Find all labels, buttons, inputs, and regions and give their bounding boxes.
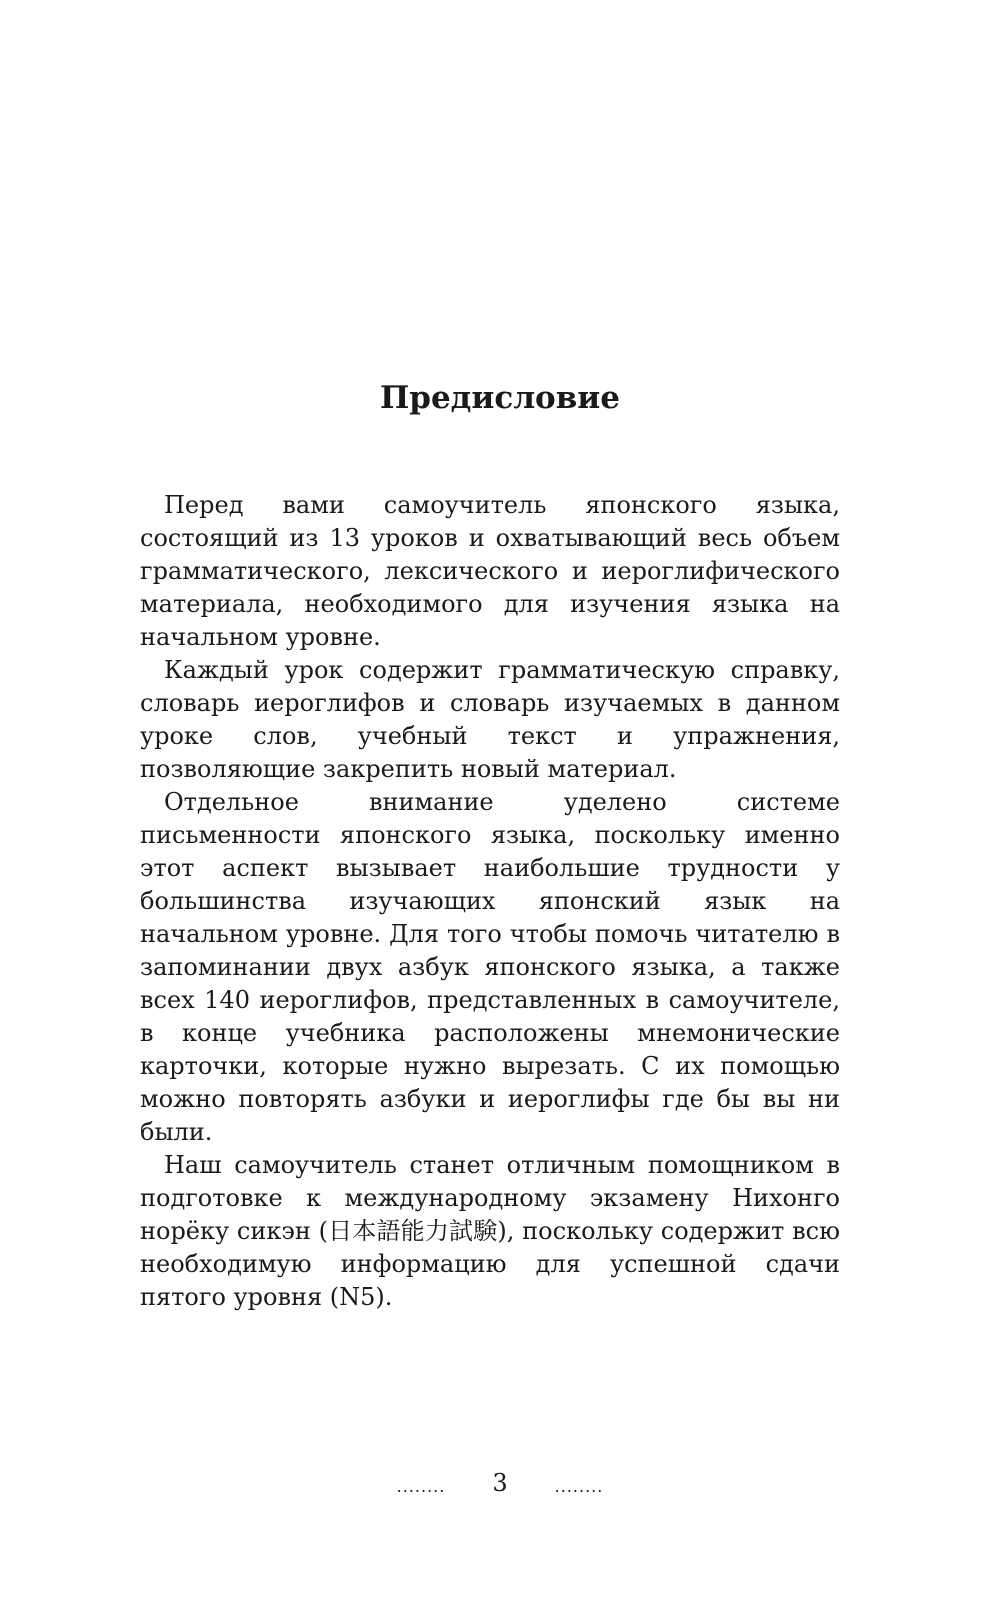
paragraph-1: Перед вами самоучитель японского языка, состоящий из 13 уроков и охватывающий весь объем грамматического, лексического и иероглифического материала, необходимого для изучения языка на начальном уровне. [140, 491, 840, 651]
page-number: 3 [492, 1469, 508, 1497]
paragraph-2: Каждый урок содержит грамматическую справку, словарь иероглифов и словарь изучаемых в данном уроке слов, учебный текст и упражнения, позволяющие закрепить новый материал. [140, 656, 840, 783]
page-footer [0, 1466, 1000, 1500]
paragraph-3: Отдельное внимание уделено системе письменности японского языка, поскольку именно этот аспект вызывает наибольшие трудности у большинства изучающих японский язык на начальном уровне. Для того чтобы помочь читателю в запоминании двух азбук японского языка, а также всех 140 иероглифов, представленных в самоучителе, в конце учебника расположены мнемонические карточки, которые нужно вырезать. С их помощью можно повторять азбуки и иероглифы где бы вы ни были. [140, 788, 840, 1146]
body-text [140, 489, 840, 1314]
paragraph-4: Наш самоучитель станет отличным помощником в подготовке к международному экзамену Нихонго норёку сикэн (日本語能力試験), поскольку содержит всю необходимую информацию для успешной сдачи пятого уровня (N5). [140, 1151, 840, 1311]
left-dot-ornament: ........ [396, 1477, 446, 1496]
page-title: Предисловие [380, 380, 620, 416]
right-dot-ornament: ........ [554, 1477, 604, 1496]
